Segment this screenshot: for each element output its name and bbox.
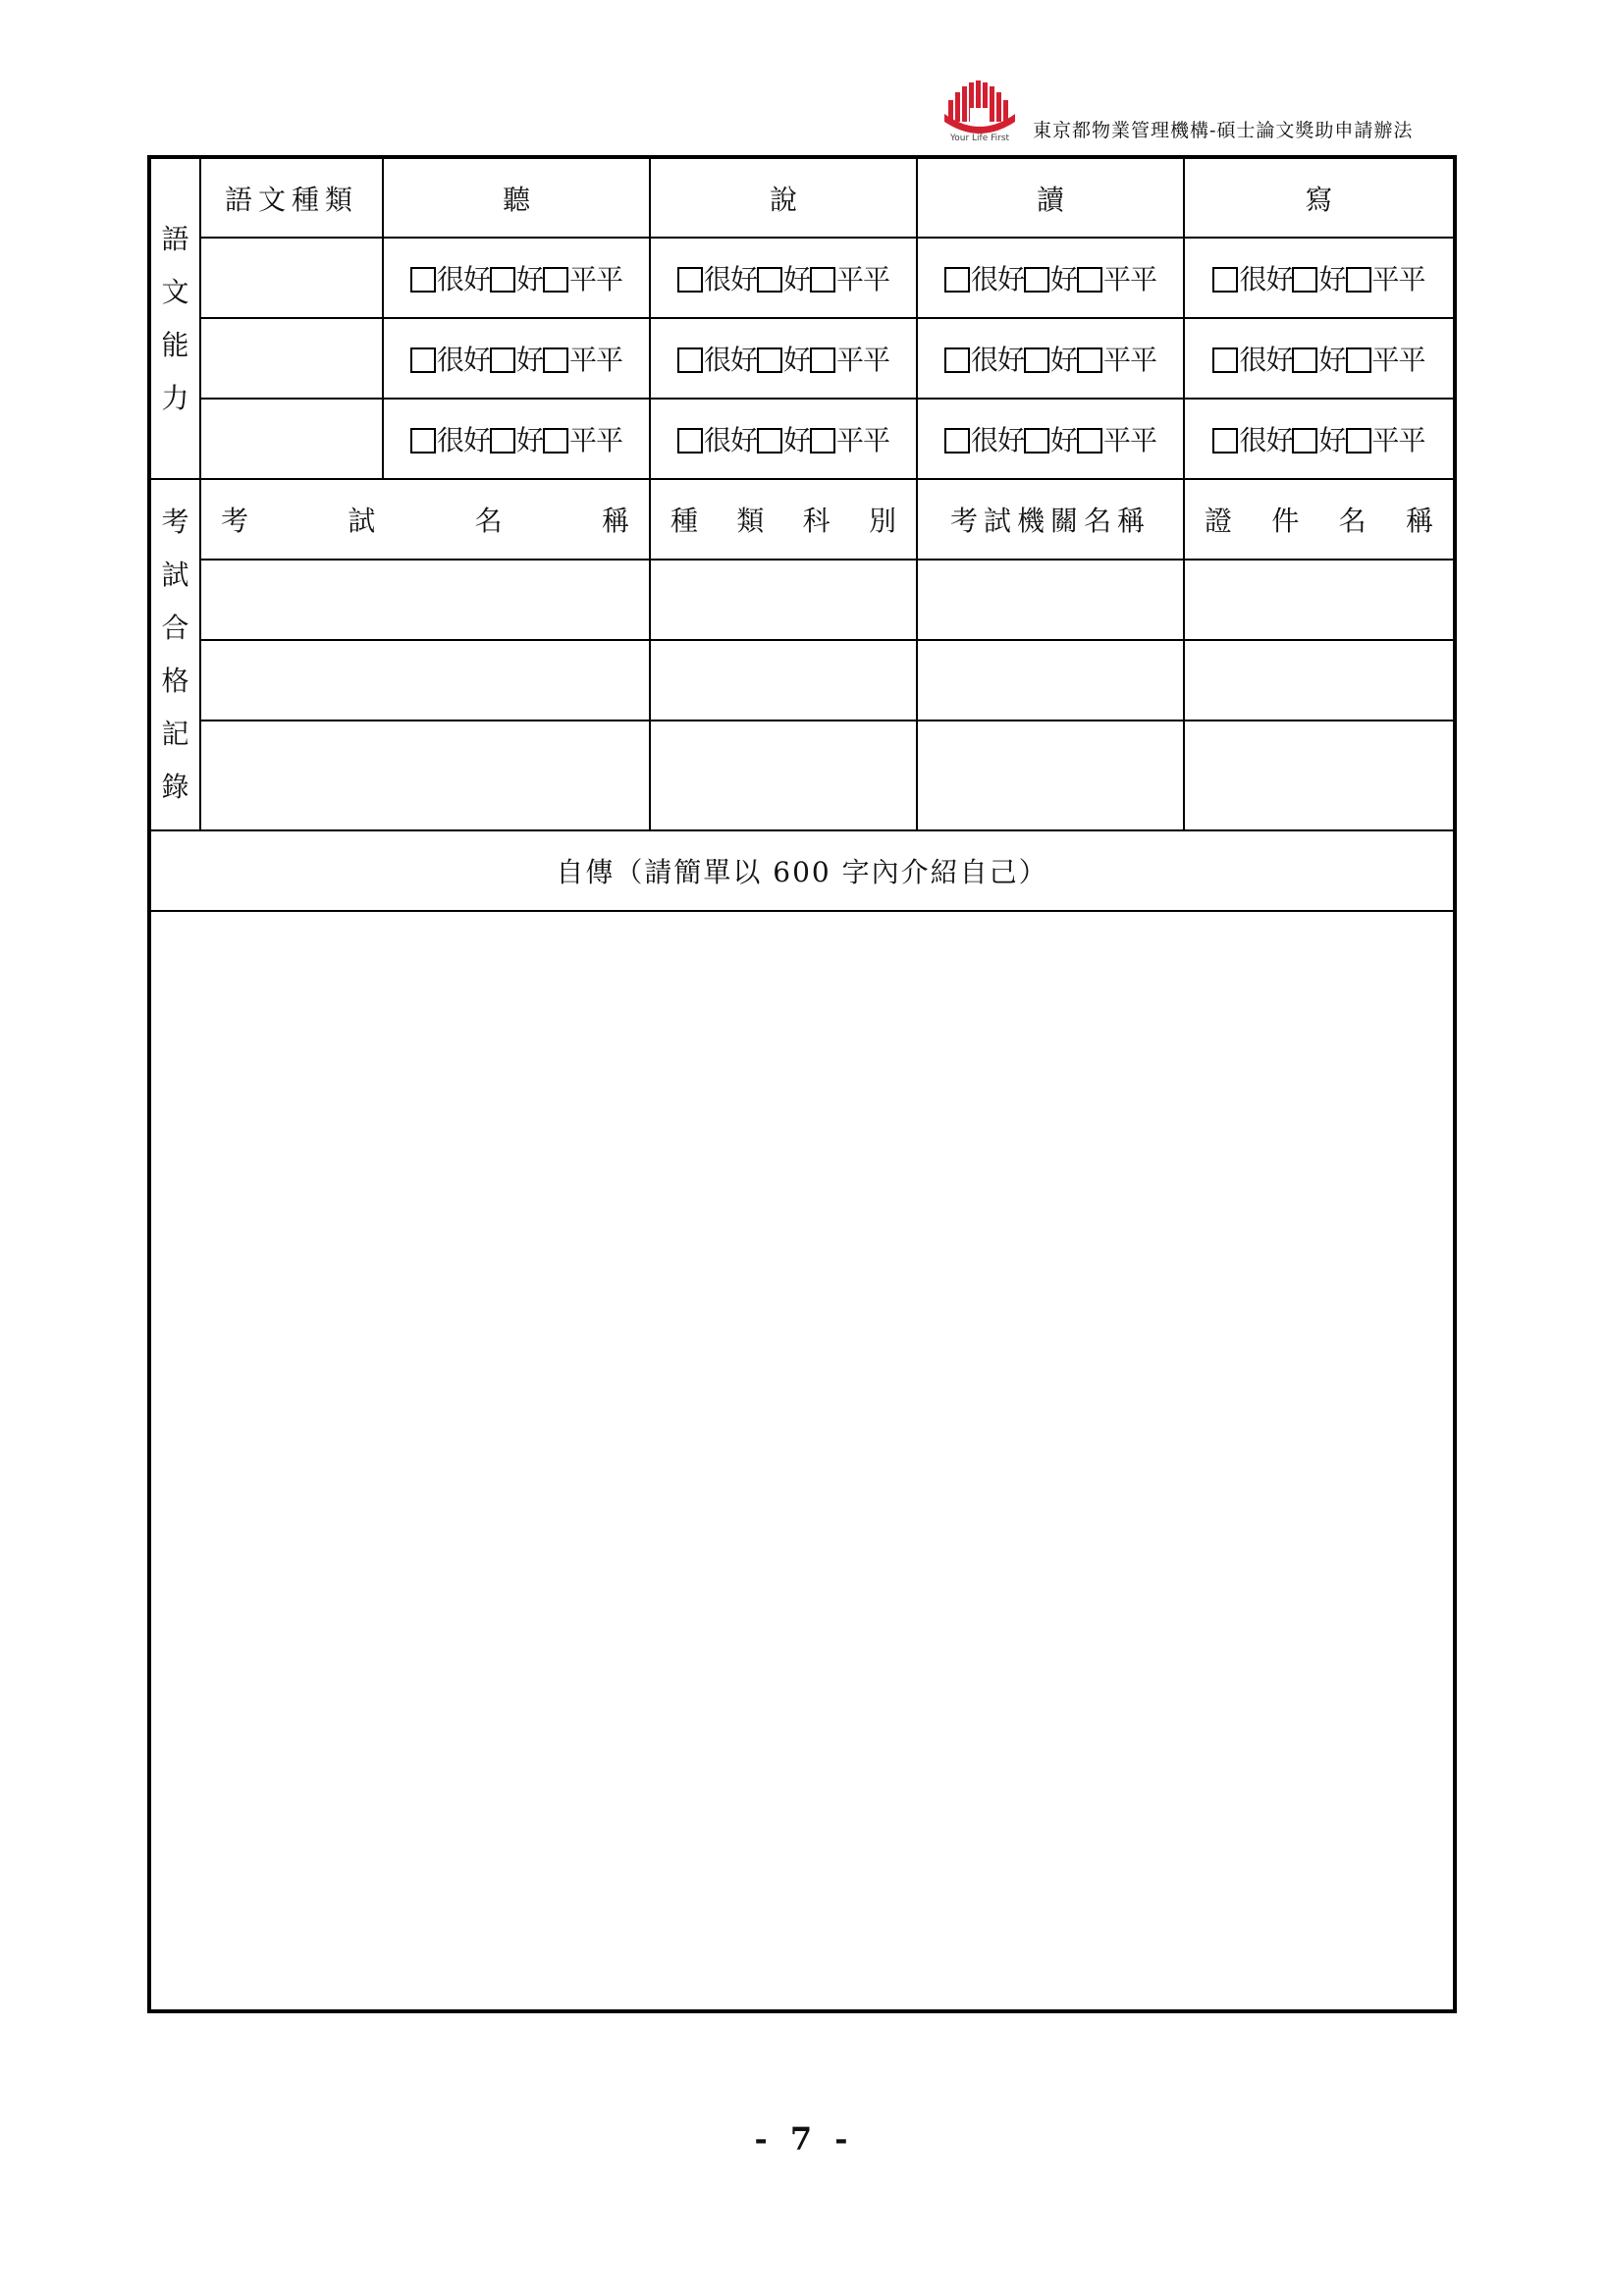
checkbox[interactable] bbox=[1212, 347, 1238, 373]
checkbox[interactable] bbox=[677, 428, 703, 454]
language-input[interactable] bbox=[200, 318, 383, 399]
col-speaking: 說 bbox=[650, 157, 917, 238]
writing-options: 很好 好 平平 bbox=[1184, 318, 1455, 399]
col-language-type: 語文種類 bbox=[200, 157, 383, 238]
language-row bbox=[149, 399, 1455, 479]
checkbox[interactable] bbox=[410, 428, 436, 454]
checkbox[interactable] bbox=[410, 347, 436, 373]
checkbox[interactable] bbox=[1292, 267, 1317, 293]
col-exam-name: 考 試 名 稱 bbox=[200, 479, 650, 560]
exam-header-row bbox=[149, 479, 1455, 560]
checkbox[interactable] bbox=[1212, 267, 1238, 293]
exam-authority-input[interactable] bbox=[917, 560, 1184, 640]
col-exam-category: 種 類 科 別 bbox=[650, 479, 917, 560]
checkbox[interactable] bbox=[757, 267, 782, 293]
checkbox[interactable] bbox=[757, 347, 782, 373]
checkbox[interactable] bbox=[810, 428, 835, 454]
checkbox[interactable] bbox=[490, 428, 515, 454]
exam-category-input[interactable] bbox=[650, 721, 917, 830]
checkbox[interactable] bbox=[1024, 347, 1049, 373]
exam-side-label: 考 試 合 格 記 錄 bbox=[149, 479, 200, 830]
checkbox[interactable] bbox=[1212, 428, 1238, 454]
checkbox[interactable] bbox=[1024, 428, 1049, 454]
col-exam-authority: 考試機關名稱 bbox=[917, 479, 1184, 560]
listening-options: 很好 好 平平 bbox=[383, 399, 650, 479]
speaking-options: 很好 好 平平 bbox=[650, 399, 917, 479]
logo-tagline: Your Life First bbox=[949, 133, 1010, 143]
exam-record-row bbox=[149, 721, 1455, 830]
reading-options: 很好 好 平平 bbox=[917, 238, 1184, 318]
exam-category-input[interactable] bbox=[650, 640, 917, 721]
speaking-options: 很好 好 平平 bbox=[650, 238, 917, 318]
autobiography-row bbox=[149, 911, 1455, 2011]
checkbox[interactable] bbox=[1077, 428, 1102, 454]
checkbox[interactable] bbox=[944, 267, 970, 293]
checkbox[interactable] bbox=[1346, 267, 1371, 293]
document-title: 東京都物業管理機構-碩士論文獎助申請辦法 bbox=[1033, 120, 1414, 141]
checkbox[interactable] bbox=[677, 347, 703, 373]
language-input[interactable] bbox=[200, 399, 383, 479]
checkbox[interactable] bbox=[757, 428, 782, 454]
language-row bbox=[149, 318, 1455, 399]
language-header-row bbox=[149, 157, 1455, 238]
checkbox[interactable] bbox=[543, 428, 568, 454]
checkbox[interactable] bbox=[1292, 428, 1317, 454]
checkbox[interactable] bbox=[490, 267, 515, 293]
exam-authority-input[interactable] bbox=[917, 721, 1184, 830]
exam-name-input[interactable] bbox=[200, 560, 650, 640]
autobiography-textarea[interactable] bbox=[149, 911, 1455, 2011]
exam-record-row bbox=[149, 640, 1455, 721]
checkbox[interactable] bbox=[1024, 267, 1049, 293]
checkbox[interactable] bbox=[677, 267, 703, 293]
checkbox[interactable] bbox=[1292, 347, 1317, 373]
checkbox[interactable] bbox=[1077, 347, 1102, 373]
certificate-name-input[interactable] bbox=[1184, 560, 1455, 640]
exam-category-input[interactable] bbox=[650, 560, 917, 640]
checkbox[interactable] bbox=[810, 347, 835, 373]
reading-options: 很好 好 平平 bbox=[917, 399, 1184, 479]
language-input[interactable] bbox=[200, 238, 383, 318]
writing-options: 很好 好 平平 bbox=[1184, 399, 1455, 479]
checkbox[interactable] bbox=[1346, 347, 1371, 373]
writing-options: 很好 好 平平 bbox=[1184, 238, 1455, 318]
listening-options: 很好 好 平平 bbox=[383, 238, 650, 318]
exam-name-input[interactable] bbox=[200, 640, 650, 721]
col-certificate-name: 證 件 名 稱 bbox=[1184, 479, 1455, 560]
exam-record-row bbox=[149, 560, 1455, 640]
page-number: - 7 - bbox=[754, 2120, 854, 2158]
certificate-name-input[interactable] bbox=[1184, 640, 1455, 721]
application-form-table bbox=[147, 155, 1457, 2013]
checkbox[interactable] bbox=[944, 428, 970, 454]
checkbox[interactable] bbox=[944, 347, 970, 373]
checkbox[interactable] bbox=[810, 267, 835, 293]
reading-options: 很好 好 平平 bbox=[917, 318, 1184, 399]
language-side-label: 語 文 能 力 bbox=[149, 157, 200, 479]
checkbox[interactable] bbox=[543, 347, 568, 373]
certificate-name-input[interactable] bbox=[1184, 721, 1455, 830]
autobiography-title: 自傳（請簡單以 600 字內介紹自己） bbox=[149, 830, 1455, 911]
checkbox[interactable] bbox=[490, 347, 515, 373]
listening-options: 很好 好 平平 bbox=[383, 318, 650, 399]
checkbox[interactable] bbox=[410, 267, 436, 293]
exam-name-input[interactable] bbox=[200, 721, 650, 830]
checkbox[interactable] bbox=[1077, 267, 1102, 293]
language-row bbox=[149, 238, 1455, 318]
autobiography-header-row bbox=[149, 830, 1455, 911]
col-reading: 讀 bbox=[917, 157, 1184, 238]
checkbox[interactable] bbox=[543, 267, 568, 293]
col-listening: 聽 bbox=[383, 157, 650, 238]
col-writing: 寫 bbox=[1184, 157, 1455, 238]
exam-authority-input[interactable] bbox=[917, 640, 1184, 721]
checkbox[interactable] bbox=[1346, 428, 1371, 454]
speaking-options: 很好 好 平平 bbox=[650, 318, 917, 399]
